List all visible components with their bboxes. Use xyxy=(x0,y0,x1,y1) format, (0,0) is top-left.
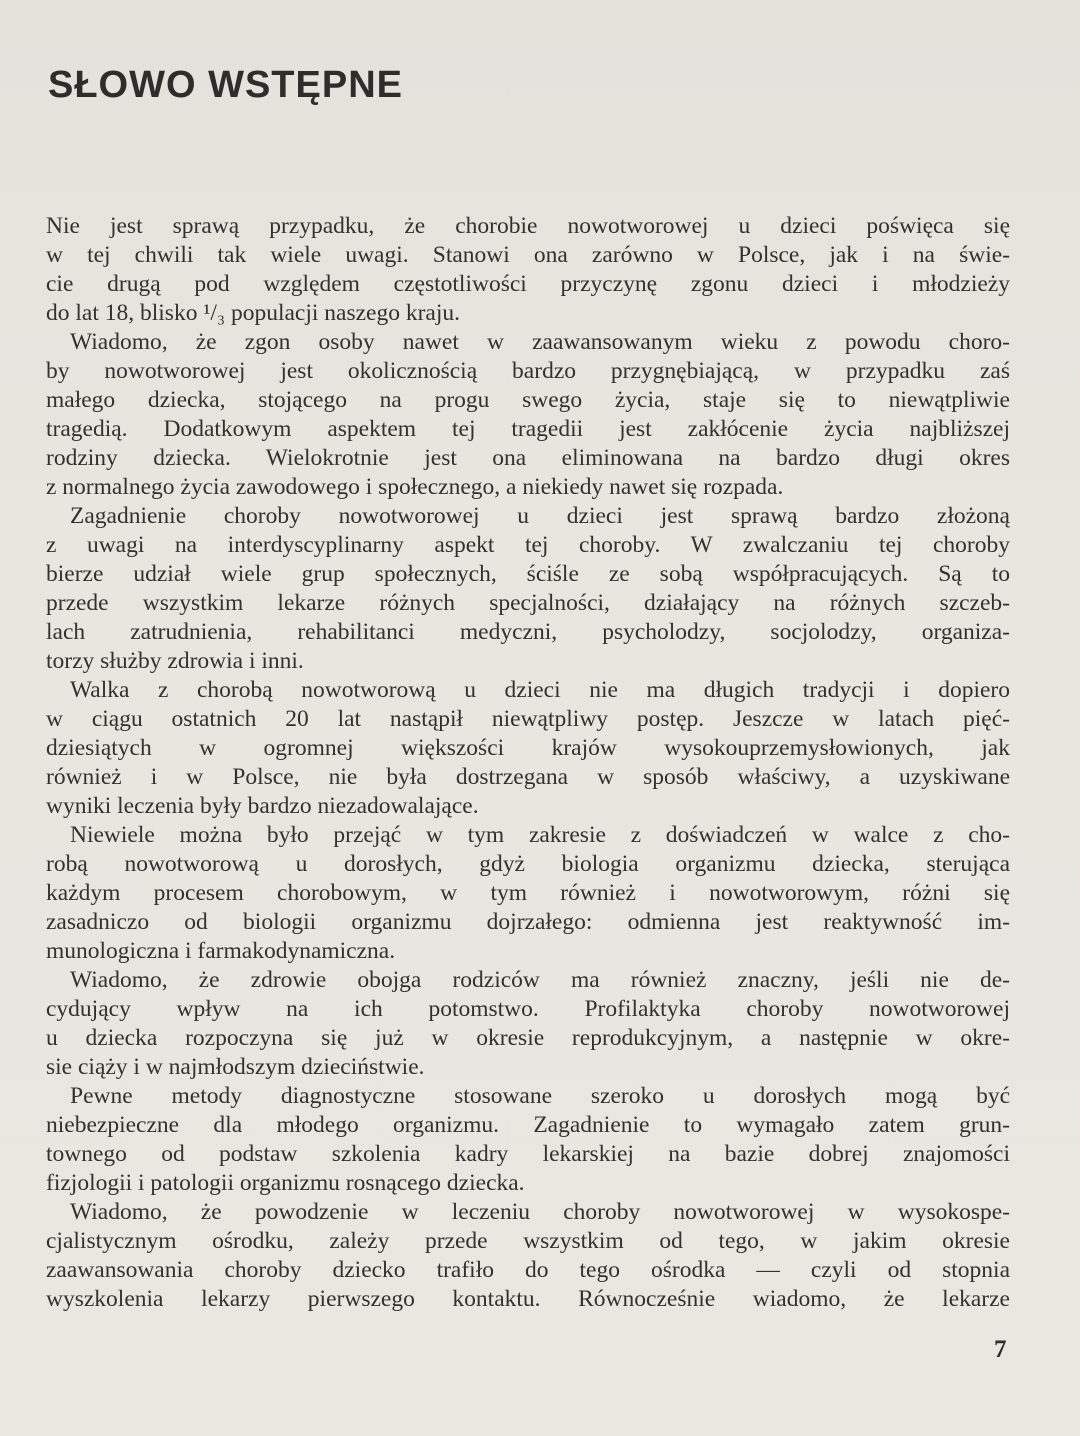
text-line: Pewne metody diagnostyczne stosowane szeroko u dorosłych mogą być xyxy=(70,1083,1010,1109)
text-line: Nie jest sprawą przypadku, że chorobie nowotworowej u dzieci poświęca się xyxy=(46,213,1010,239)
text-line: zasadniczo od biologii organizmu dojrzałego: odmienna jest reaktywność im- xyxy=(46,909,1010,935)
text-line: fizjologii i patologii organizmu rosnącego dziecka. xyxy=(46,1170,525,1196)
text-line: dziesiątych w ogromnej większości krajów wysokouprzemysłowionych, jak xyxy=(46,735,1010,761)
text-line: Zagadnienie choroby nowotworowej u dzieci jest sprawą bardzo złożoną xyxy=(70,503,1010,529)
text-line: Wiadomo, że zdrowie obojga rodziców ma również znaczny, jeśli nie de- xyxy=(70,967,1010,993)
text-line: Niewiele można było przejąć w tym zakresie z doświadczeń w walce z cho- xyxy=(70,822,1010,848)
text-line: rodziny dziecka. Wielokrotnie jest ona eliminowana na bardzo długi okres xyxy=(46,445,1010,471)
text-line: zaawansowania choroby dziecko trafiło do tego ośrodka — czyli od stopnia xyxy=(46,1257,1010,1283)
text-line: małego dziecka, stojącego na progu swego życia, staje się to niewątpliwie xyxy=(46,387,1010,413)
text-line: w tej chwili tak wiele uwagi. Stanowi ona zarówno w Polsce, jak i na świe- xyxy=(46,242,1010,268)
text-line: munologiczna i farmakodynamiczna. xyxy=(46,938,396,964)
text-line: Wiadomo, że powodzenie w leczeniu choroby nowotworowej w wysokospe- xyxy=(70,1199,1010,1225)
text-line: wyszkolenia lekarzy pierwszego kontaktu. Równocześnie wiadomo, że lekarze xyxy=(46,1286,1010,1312)
page-number: 7 xyxy=(994,1336,1007,1363)
text-line: townego od podstaw szkolenia kadry lekarskiej na bazie dobrej znajomości xyxy=(46,1141,1010,1167)
text-line: z normalnego życia zawodowego i społecznego, a niekiedy nawet się rozpada. xyxy=(46,474,784,500)
text-line: Wiadomo, że zgon osoby nawet w zaawansowanym wieku z powodu choro- xyxy=(70,329,1010,355)
text-line: bierze udział wiele grup społecznych, ściśle ze sobą współpracujących. Są to xyxy=(46,561,1010,587)
text-line: cie drugą pod względem częstotliwości przyczynę zgonu dzieci i młodzieży xyxy=(46,271,1010,297)
text-line: w ciągu ostatnich 20 lat nastąpił niewątpliwy postęp. Jeszcze w latach pięć- xyxy=(46,706,1010,732)
text-line: sie ciąży i w najmłodszym dzieciństwie. xyxy=(46,1054,425,1080)
text-line: by nowotworowej jest okolicznością bardzo przygnębiającą, w przypadku zaś xyxy=(46,358,1010,384)
text-line: cydujący wpływ na ich potomstwo. Profilaktyka choroby nowotworowej xyxy=(46,996,1010,1022)
text-line: lach zatrudnienia, rehabilitanci medyczni, psycholodzy, socjolodzy, organiza- xyxy=(46,619,1010,645)
text-line: do lat 18, blisko ¹/₃ populacji naszego kraju. xyxy=(46,300,461,326)
text-line: przede wszystkim lekarze różnych specjalności, działający na różnych szczeb- xyxy=(46,590,1010,616)
text-line: u dziecka rozpoczyna się już w okresie reprodukcyjnym, a następnie w okre- xyxy=(46,1025,1010,1051)
text-line: wyniki leczenia były bardzo niezadowalające. xyxy=(46,793,479,819)
body-text xyxy=(46,212,1010,1314)
text-line: każdym procesem chorobowym, w tym również i nowotworowym, różni się xyxy=(46,880,1010,906)
text-line: Walka z chorobą nowotworową u dzieci nie ma długich tradycji i dopiero xyxy=(70,677,1010,703)
text-line: robą nowotworową u dorosłych, gdyż biologia organizmu dziecka, sterująca xyxy=(46,851,1010,877)
text-line: również i w Polsce, nie była dostrzegana w sposób właściwy, a uzyskiwane xyxy=(46,764,1010,790)
text-line: torzy służby zdrowia i inni. xyxy=(46,648,304,674)
text-line: tragedią. Dodatkowym aspektem tej tragedii jest zakłócenie życia najbliższej xyxy=(46,416,1010,442)
text-line: cjalistycznym ośrodku, zależy przede wszystkim od tego, w jakim okresie xyxy=(46,1228,1010,1254)
text-line: z uwagi na interdyscyplinarny aspekt tej choroby. W zwalczaniu tej choroby xyxy=(46,532,1010,558)
chapter-title: SŁOWO WSTĘPNE xyxy=(48,64,403,106)
text-line: niebezpieczne dla młodego organizmu. Zagadnienie to wymagało zatem grun- xyxy=(46,1112,1010,1138)
